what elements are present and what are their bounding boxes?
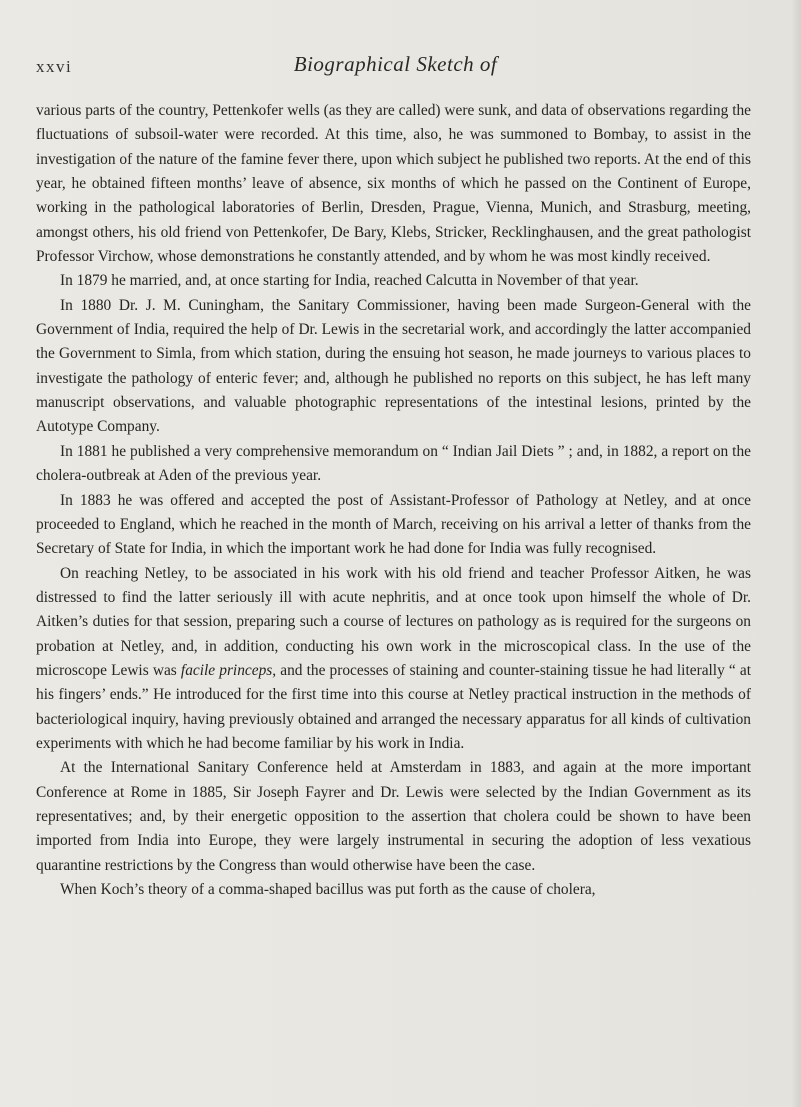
page-edge-shadow	[791, 0, 801, 1107]
page-header	[36, 52, 755, 87]
body-text	[36, 99, 751, 902]
paragraph-netley	[36, 562, 751, 757]
netley-text-part-1: On reaching Netley, to be associated in his work with his old friend and teacher Professor Aitken, he was distressed to find the latter seriously ill with acute nephritis, and at once took upon himself the whole of Dr. Aitken’s duties for that session, preparing such a course of lectures on pathology as is required for the surgeons on probation at Netley, and, in addition, conducting his own work in the microscopical class. In the use of the microscope Lewis was	[36, 564, 751, 679]
paragraph-1880: In 1880 Dr. J. M. Cuningham, the Sanitary Commissioner, having been made Surgeon-General with the Government of India, required the help of Dr. Lewis in the secretarial work, and accordingly the latter accompanied the Government to Simla, from which station, during the ensuing hot season, he made journeys to various places to investigate the pathology of enteric fever; and, although he published no reports on this subject, he has left many manuscript observations, and valuable photographic representations of the intestinal lesions, printed by the Autotype Company.	[36, 296, 751, 436]
paragraph-koch: When Koch’s theory of a comma-shaped bacillus was put forth as the cause of cholera,	[60, 881, 596, 898]
netley-text-part-2: , and the processes of staining and counter-staining tissue he had literally “ at his fingers’ ends.” He introduced for the first time into this course at Netley practical instruction in the methods of bacteriological inquiry, having previously obtained and arranged the necessary apparatus for all kinds of cultivation experiments with which he had become familiar by his work in India.	[36, 661, 751, 752]
paragraph-1883: In 1883 he was offered and accepted the post of Assistant-Professor of Pathology at Netley, and at once proceeded to England, which he reached in the month of March, receiving on his arrival a letter of thanks from the Secretary of State for India, in which the important work he had done for India was fully recognised.	[36, 491, 751, 558]
facile-princeps-italic: facile princeps	[180, 661, 273, 679]
paragraph-continuation: various parts of the country, Pettenkofer wells (as they are called) were sunk, and data of observations regarding the fluctuations of subsoil-water were recorded. At this time, also, he was summoned to Bombay, to assist in the investigation of the nature of the famine fever there, upon which subject he published two reports. At the end of this year, he obtained fifteen months’ leave of absence, six months of which he passed on the Continent of Europe, working in the pathological laboratories of Berlin, Dresden, Prague, Vienna, Munich, and Strasburg, meeting, amongst others, his old friend von Pettenkofer, De Bary, Klebs, Stricker, Recklinghausen, and the great pathologist Professor Virchow, whose demonstrations he constantly attended, and by whom he was most kindly received.	[36, 102, 751, 266]
paragraph-1881: In 1881 he published a very comprehensive memorandum on “ Indian Jail Diets ” ; and, in 1882, a report on the cholera-outbreak at Aden of the previous year.	[36, 442, 751, 485]
running-title: Biographical Sketch of	[293, 52, 498, 76]
page-number: xxvi	[36, 57, 73, 76]
paragraph-conference: At the International Sanitary Conference held at Amsterdam in 1883, and again at the more important Conference at Rome in 1885, Sir Joseph Fayrer and Dr. Lewis were selected by the Indian Government as its representatives; and, by their energetic opposition to the assertion that cholera could be shown to have been imported from India into Europe, they were largely instrumental in securing the adoption of less vexatious quarantine restrictions by the Congress than would otherwise have been the case.	[36, 759, 751, 874]
paragraph-1879: In 1879 he married, and, at once starting for India, reached Calcutta in November of that year.	[60, 272, 639, 290]
